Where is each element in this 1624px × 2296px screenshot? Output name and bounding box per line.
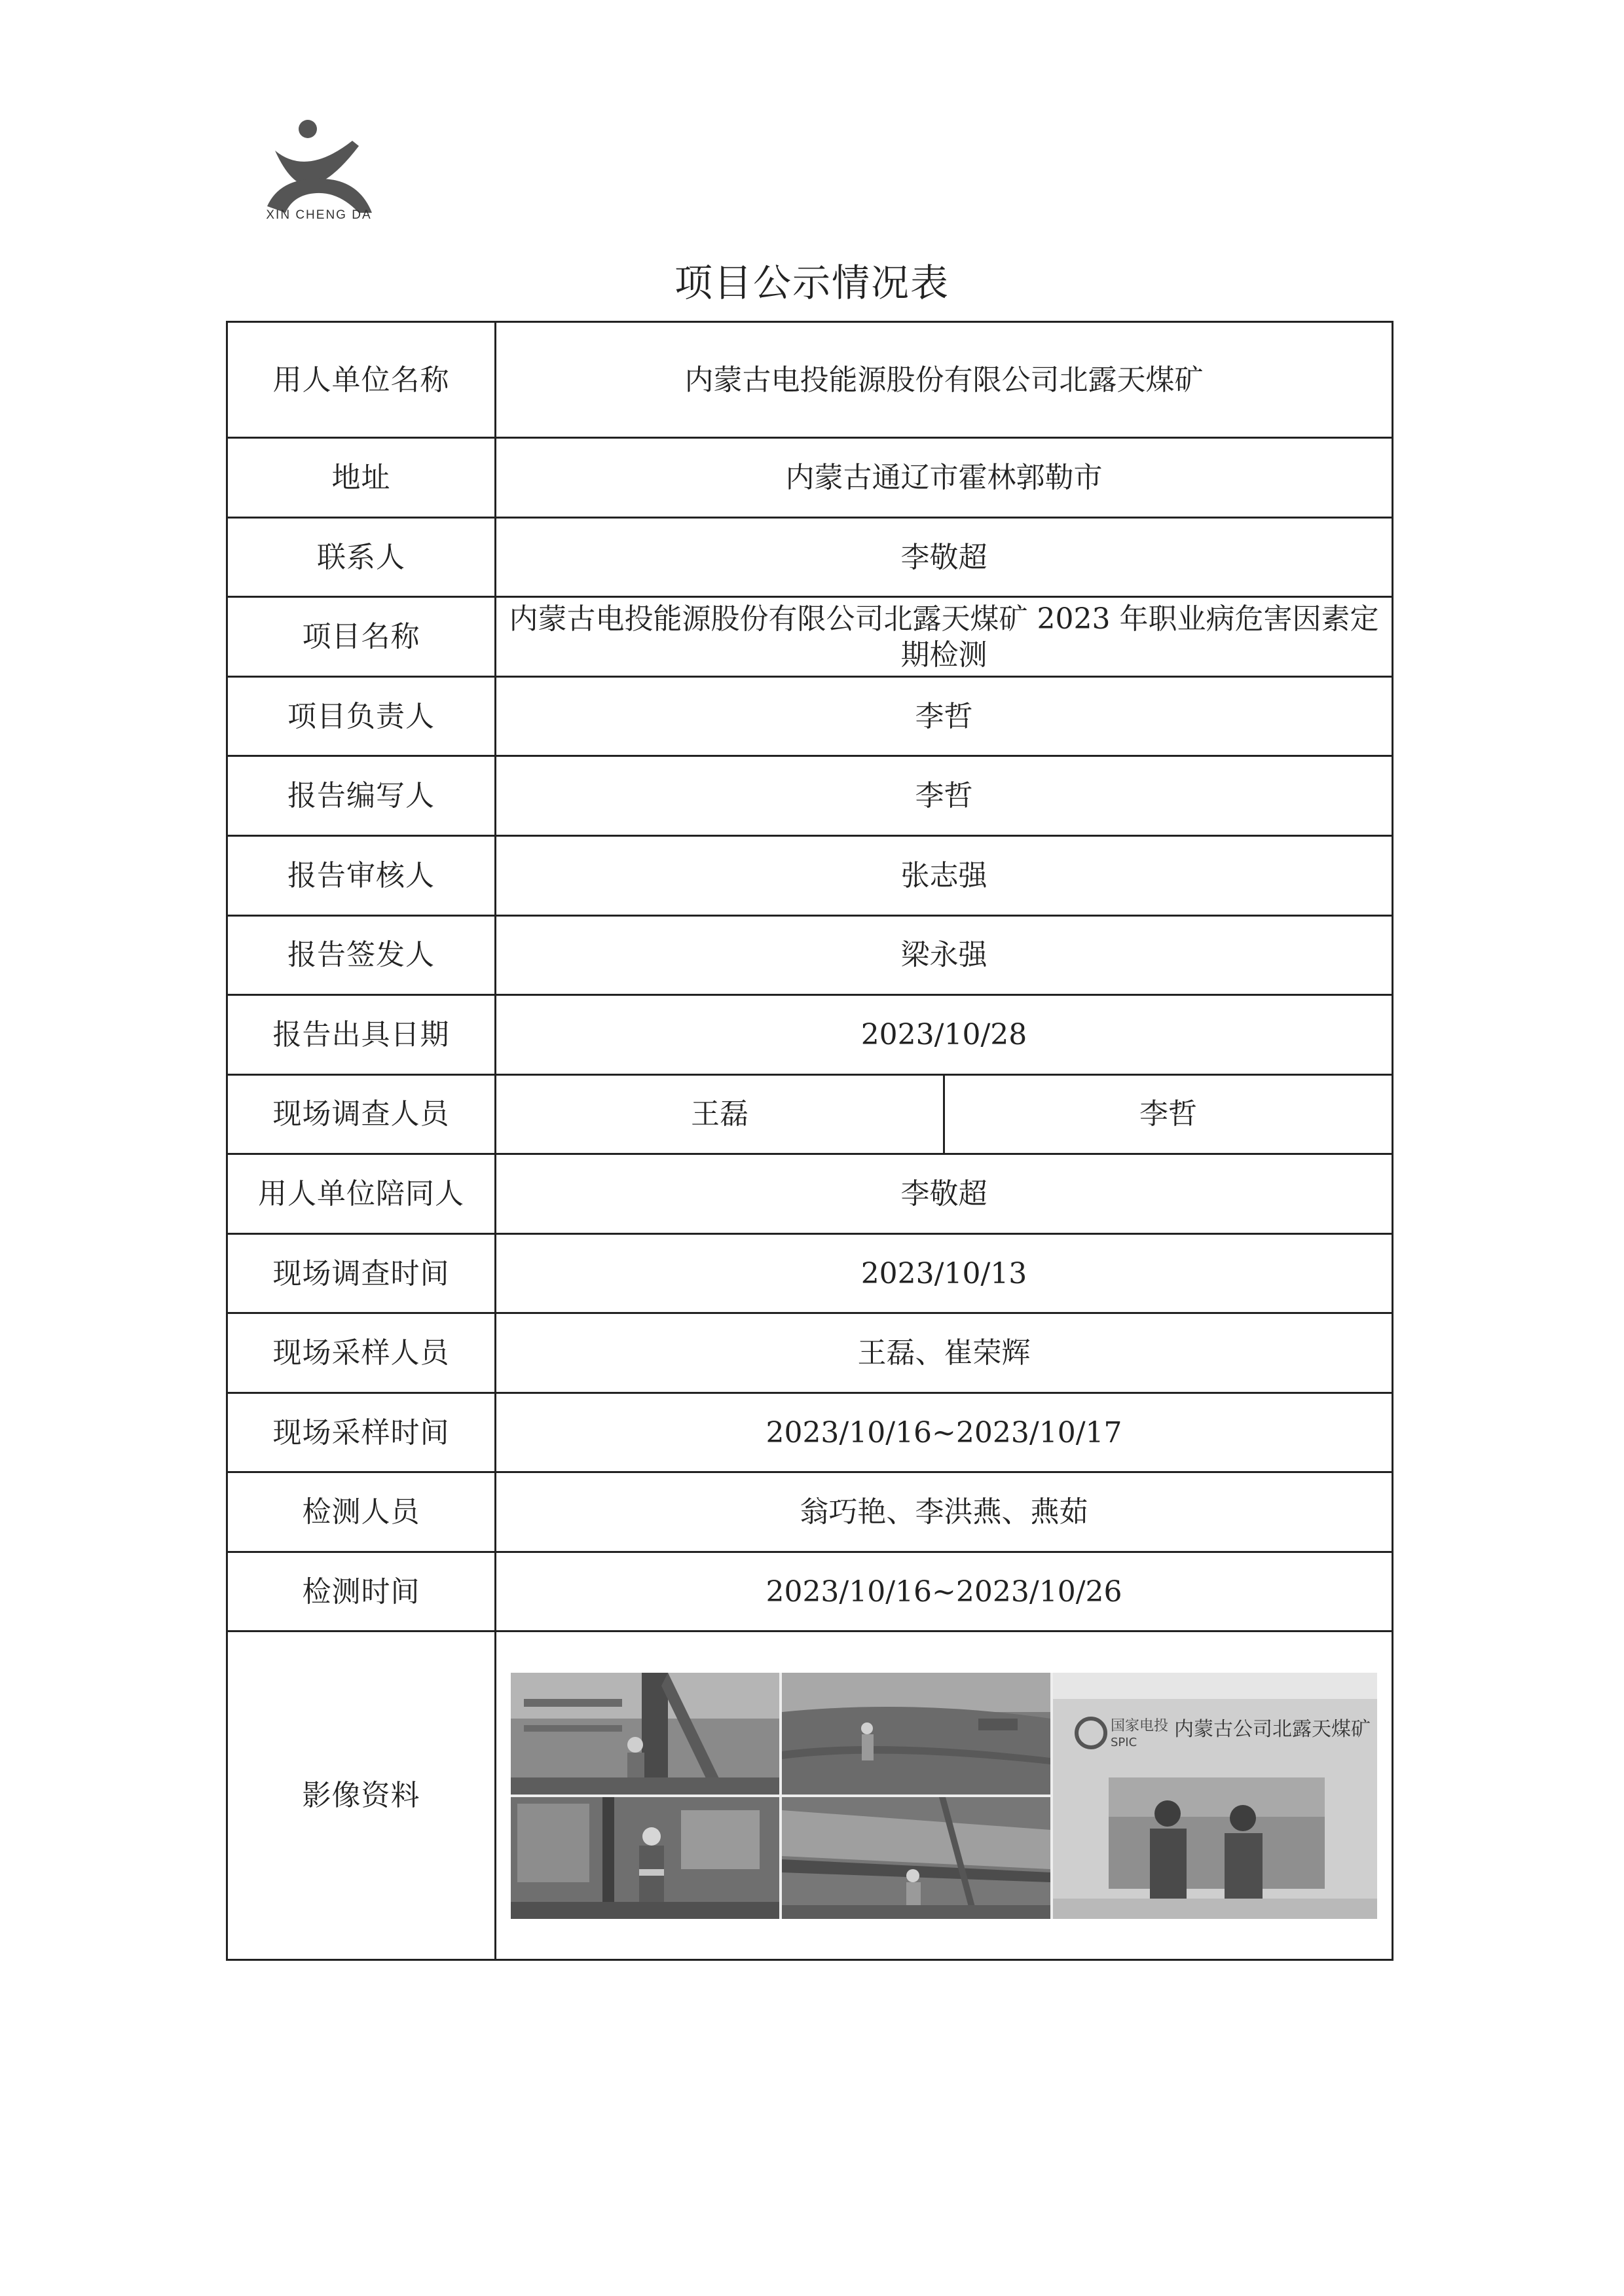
image-materials-cell xyxy=(496,1631,1393,1960)
report-reviewer-value: 张志强 xyxy=(496,836,1393,916)
table-row xyxy=(227,995,1393,1075)
contact-label: 联系人 xyxy=(227,517,496,597)
project-name-value: 内蒙古电投能源股份有限公司北露天煤矿 2023 年职业病危害因素定期检测 xyxy=(496,597,1393,677)
site-photo-4 xyxy=(782,1797,1050,1919)
spic-logo-en: SPIC xyxy=(1111,1735,1137,1749)
report-writer-label: 报告编写人 xyxy=(227,756,496,836)
photo-sign-text: 内蒙古公司北露天煤矿 xyxy=(1174,1717,1371,1741)
site-photo-3 xyxy=(511,1797,779,1919)
testing-staff-value: 翁巧艳、李洪燕、燕茹 xyxy=(496,1472,1393,1552)
site-photo-1 xyxy=(511,1673,779,1795)
sampling-staff-label: 现场采样人员 xyxy=(227,1313,496,1393)
photo-collage xyxy=(511,1673,1377,1919)
contact-value: 李敬超 xyxy=(496,517,1393,597)
table-row xyxy=(227,1472,1393,1552)
report-writer-value: 李哲 xyxy=(496,756,1393,836)
project-leader-value: 李哲 xyxy=(496,676,1393,756)
address-label: 地址 xyxy=(227,438,496,518)
report-date-value: 2023/10/28 xyxy=(496,995,1393,1075)
table-row xyxy=(227,915,1393,995)
survey-staff-label: 现场调查人员 xyxy=(227,1074,496,1154)
document-title: 项目公示情况表 xyxy=(674,261,950,305)
table-row xyxy=(227,1393,1393,1472)
survey-time-value: 2023/10/13 xyxy=(496,1233,1393,1313)
table-row xyxy=(227,1313,1393,1393)
table-row xyxy=(227,517,1393,597)
table-row xyxy=(227,676,1393,756)
testing-time-value: 2023/10/16~2023/10/26 xyxy=(496,1552,1393,1631)
site-photo-2 xyxy=(782,1673,1050,1795)
table-row xyxy=(227,597,1393,677)
testing-time-label: 检测时间 xyxy=(227,1552,496,1631)
report-issuer-value: 梁永强 xyxy=(496,915,1393,995)
table-row xyxy=(227,756,1393,836)
sampling-time-label: 现场采样时间 xyxy=(227,1393,496,1472)
table-row xyxy=(227,1233,1393,1313)
logo-text: XIN CHENG DA xyxy=(266,208,372,222)
survey-staff-value-2: 李哲 xyxy=(944,1074,1393,1154)
report-reviewer-label: 报告审核人 xyxy=(227,836,496,916)
report-issuer-label: 报告签发人 xyxy=(227,915,496,995)
logo-figure-icon xyxy=(275,141,359,185)
employer-name-label: 用人单位名称 xyxy=(227,322,496,438)
site-photo-group xyxy=(1053,1673,1377,1919)
table-row xyxy=(227,438,1393,518)
spic-logo-text: 国家电投 xyxy=(1111,1717,1169,1734)
table-row xyxy=(227,1074,1393,1154)
survey-time-label: 现场调查时间 xyxy=(227,1233,496,1313)
table-row xyxy=(227,1552,1393,1631)
table-row xyxy=(227,836,1393,916)
employer-escort-label: 用人单位陪同人 xyxy=(227,1154,496,1234)
table-row xyxy=(227,1154,1393,1234)
report-date-label: 报告出具日期 xyxy=(227,995,496,1075)
project-info-table xyxy=(226,321,1393,1961)
image-materials-label: 影像资料 xyxy=(227,1631,496,1960)
table-row xyxy=(227,322,1393,438)
sampling-staff-value: 王磊、崔荣辉 xyxy=(496,1313,1393,1393)
address-value: 内蒙古通辽市霍林郭勒市 xyxy=(496,438,1393,518)
table-row xyxy=(227,1631,1393,1960)
sampling-time-value: 2023/10/16~2023/10/17 xyxy=(496,1393,1393,1472)
survey-staff-value-1: 王磊 xyxy=(496,1074,944,1154)
project-name-label: 项目名称 xyxy=(227,597,496,677)
project-leader-label: 项目负责人 xyxy=(227,676,496,756)
employer-name-value: 内蒙古电投能源股份有限公司北露天煤矿 xyxy=(496,322,1393,438)
testing-staff-label: 检测人员 xyxy=(227,1472,496,1552)
logo-head-icon xyxy=(299,120,317,138)
employer-escort-value: 李敬超 xyxy=(496,1154,1393,1234)
